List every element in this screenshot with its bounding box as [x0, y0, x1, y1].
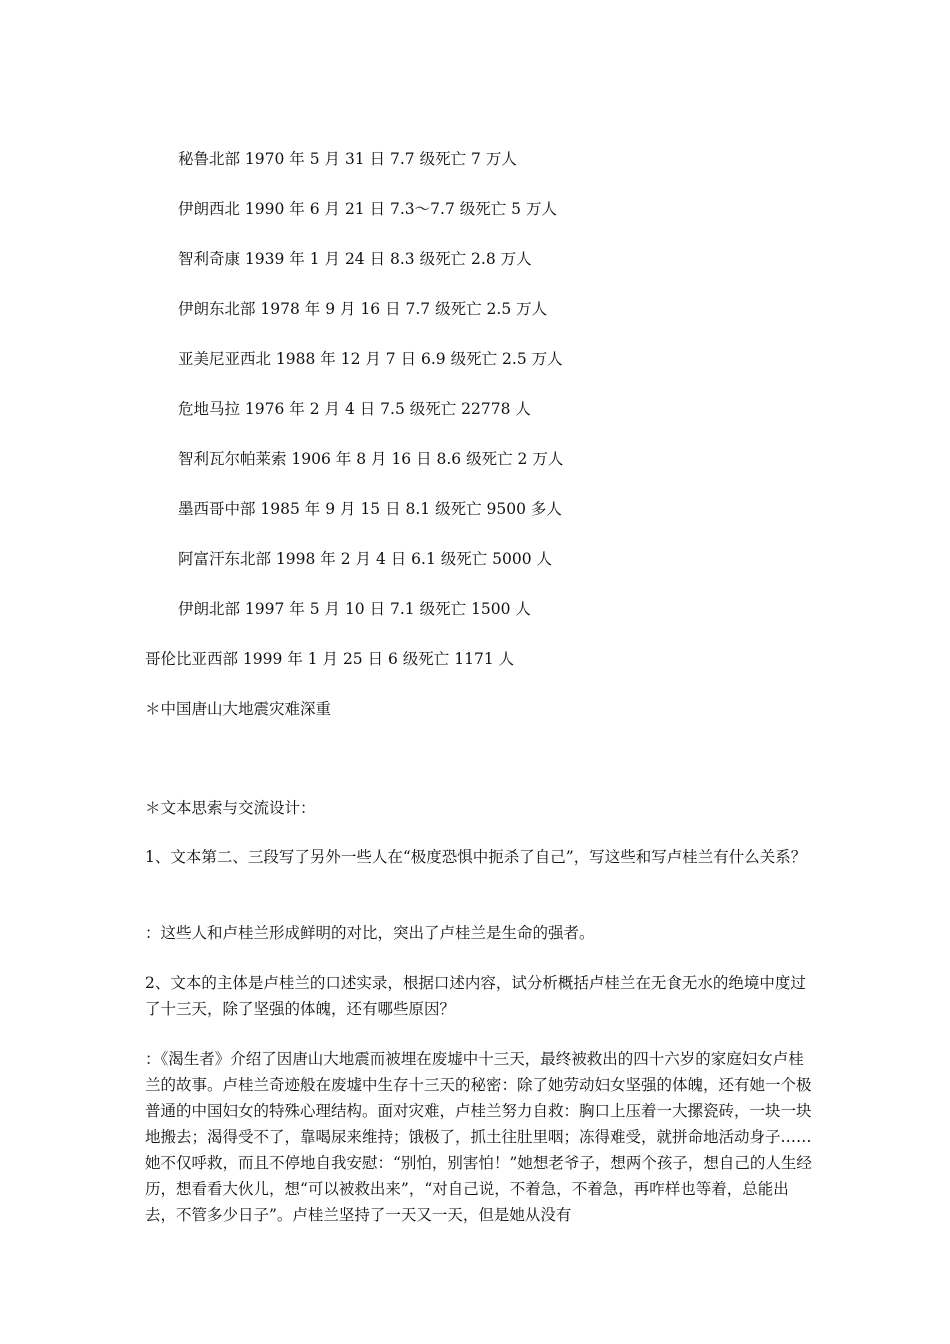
list-item: 伊朗北部 1997 年 5 月 10 日 7.1 级死亡 1500 人 — [178, 600, 531, 618]
section-heading: ＊文本思索与交流设计： — [145, 799, 316, 817]
list-item: 智利瓦尔帕莱索 1906 年 8 月 16 日 8.6 级死亡 2 万人 — [178, 450, 564, 468]
answer-1: ：这些人和卢桂兰形成鲜明的对比，突出了卢桂兰是生命的强者。 — [145, 924, 595, 942]
answer-2: ：《渴生者》介绍了因唐山大地震而被埋在废墟中十三天，最终被救出的四十六岁的家庭妇女卢桂兰的故事。卢桂兰奇迹般在废墟中生存十三天的秘密：除了她劳动妇女坚强的体魄，还有她一个极普通的中国妇女的特殊心理结构。面对灾难，卢桂兰努力自救：胸口上压着一大摞瓷砖，一块一块地搬去；渴得受不了，靠喝尿来维持；饿极了，抓土往肚里咽；冻得难受，就拼命地活动身子……她不仅呼救，而且不停地自我安慰：“别怕，别害怕！”她想老爷子，想两个孩子，想自己的人生经历，想看看大伙儿，想“可以被救出来”，“对自己说，不着急，不着急，再咋样也等着，总能出去，不管多少日子”。卢桂兰坚持了一天又一天，但是她从没有 — [145, 1050, 812, 1224]
earthquake-list — [0, 147, 950, 747]
list-item: 伊朗西北 1990 年 6 月 21 日 7.3～7.7 级死亡 5 万人 — [178, 200, 557, 218]
list-item: 伊朗东北部 1978 年 9 月 16 日 7.7 级死亡 2.5 万人 — [178, 300, 548, 318]
question-2: 2、文本的主体是卢桂兰的口述实录，根据口述内容，试分析概括卢桂兰在无食无水的绝境中度过了十三天，除了坚强的体魄，还有哪些原因？ — [145, 974, 806, 1018]
list-item: 亚美尼亚西北 1988 年 12 月 7 日 6.9 级死亡 2.5 万人 — [178, 350, 563, 368]
list-item: 哥伦比亚西部 1999 年 1 月 25 日 6 级死亡 1171 人 — [145, 650, 515, 668]
list-item: 阿富汗东北部 1998 年 2 月 4 日 6.1 级死亡 5000 人 — [178, 550, 553, 568]
question-1: 1、文本第二、三段写了另外一些人在“极度恐惧中扼杀了自己”，写这些和写卢桂兰有什么关系？ — [145, 848, 807, 866]
list-item: 秘鲁北部 1970 年 5 月 31 日 7.7 级死亡 7 万人 — [178, 150, 517, 168]
list-item: 墨西哥中部 1985 年 9 月 15 日 8.1 级死亡 9500 多人 — [178, 500, 562, 518]
tangshan-heading: ＊中国唐山大地震灾难深重 — [145, 700, 332, 718]
list-item: 智利奇康 1939 年 1 月 24 日 8.3 级死亡 2.8 万人 — [178, 250, 532, 268]
list-item: 危地马拉 1976 年 2 月 4 日 7.5 级死亡 22778 人 — [178, 400, 531, 418]
